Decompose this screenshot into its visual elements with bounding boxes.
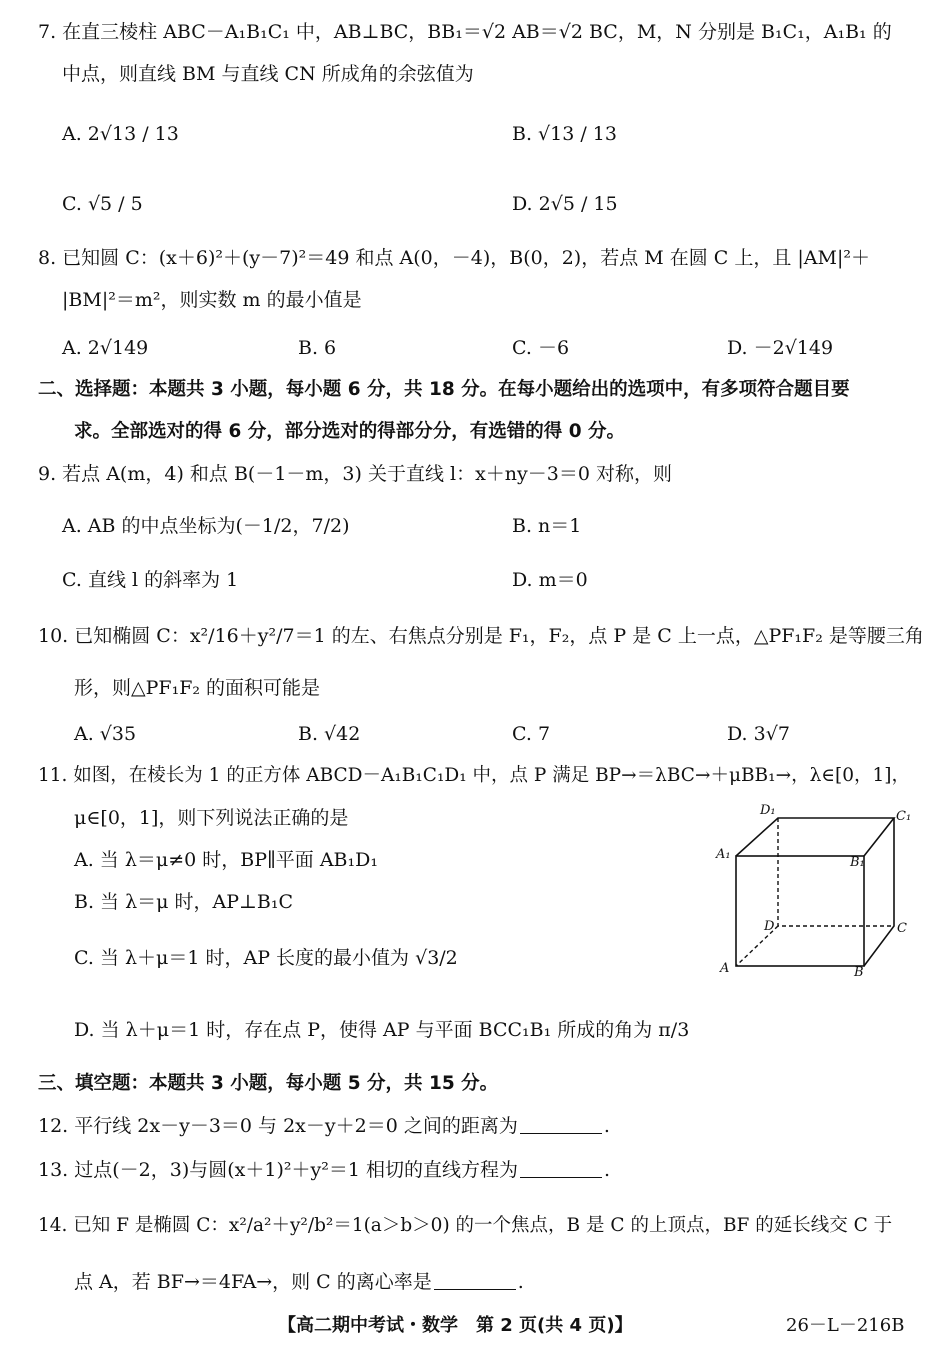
- cube-hidden-edges: [736, 818, 894, 966]
- q7-stem-line2: 中点，则直线 BM 与直线 CN 所成角的余弦值为: [62, 63, 474, 85]
- q11-option-d: D. 当 λ＋μ＝1 时，存在点 P，使得 AP 与平面 BCC₁B₁ 所成的角为 π/3: [74, 1019, 690, 1041]
- label-d1: D₁: [760, 803, 776, 818]
- section2-header-line2: 求。全部选对的得 6 分，部分选对的得部分分，有选错的得 0 分。: [74, 421, 626, 442]
- q10-stem-line1: 10. 已知椭圆 C：x²/16＋y²/7＝1 的左、右焦点分别是 F₁，F₂，点 P 是 C 上一点，△PF₁F₂ 是等腰三角: [38, 625, 924, 647]
- q13-answer-blank[interactable]: [520, 1159, 602, 1178]
- q9-option-a: A. AB 的中点坐标为(－1/2，7/2): [62, 515, 350, 537]
- q12-stem: [38, 1112, 610, 1140]
- q8-stem-line1: 8. 已知圆 C：(x＋6)²＋(y－7)²＝49 和点 A(0，－4)，B(0，2)，若点 M 在圆 C 上，且 |AM|²＋: [38, 247, 870, 269]
- label-b1: B₁: [850, 855, 865, 870]
- q14-stem-line2: [74, 1268, 524, 1296]
- q7-option-a: A. 2√13 / 13: [62, 123, 179, 145]
- q12-answer-blank[interactable]: [520, 1115, 602, 1134]
- q14-text: 点 A，若 BF→＝4FA→，则 C 的离心率是: [74, 1271, 432, 1293]
- cube-figure: [710, 800, 912, 980]
- q10-option-d: D. 3√7: [727, 723, 790, 745]
- label-d: D: [764, 919, 775, 934]
- page-footer: 【高二期中考试・数学 第 2 页(共 4 页)】: [278, 1315, 633, 1336]
- q13-period: .: [603, 1159, 611, 1181]
- q8-option-b: B. 6: [298, 337, 337, 359]
- q11-option-c: C. 当 λ＋μ＝1 时，AP 长度的最小值为 √3/2: [74, 947, 458, 969]
- q14-stem-line1: 14. 已知 F 是椭圆 C：x²/a²＋y²/b²＝1(a＞b＞0) 的一个焦点，B 是 C 的上顶点，BF 的延长线交 C 于: [38, 1215, 893, 1236]
- q8-option-a: A. 2√149: [62, 337, 149, 359]
- q8-option-d: D. －2√149: [727, 337, 834, 359]
- q8-option-c: C. －6: [512, 337, 570, 359]
- q8-stem-line2: |BM|²＝m²，则实数 m 的最小值是: [62, 289, 362, 311]
- label-b: B: [854, 965, 864, 980]
- q10-option-c: C. 7: [512, 723, 551, 745]
- label-a: A: [720, 961, 730, 976]
- q9-option-c: C. 直线 l 的斜率为 1: [62, 569, 239, 591]
- section2-header-line1: 二、选择题：本题共 3 小题，每小题 6 分，共 18 分。在每小题给出的选项中，有多项符合题目要: [38, 379, 850, 400]
- exam-code: 26－L－216B: [786, 1315, 905, 1336]
- q11-stem-line2: μ∈[0，1]，则下列说法正确的是: [74, 807, 349, 829]
- q9-option-b: B. n＝1: [512, 515, 582, 537]
- q12-text: 12. 平行线 2x－y－3＝0 与 2x－y＋2＝0 之间的距离为: [38, 1115, 518, 1137]
- q7-option-d: D. 2√5 / 15: [512, 193, 618, 215]
- cube-front-face: [736, 856, 864, 966]
- q10-stem-line2: 形，则△PF₁F₂ 的面积可能是: [74, 677, 321, 699]
- q10-option-b: B. √42: [298, 723, 361, 745]
- q7-option-c: C. √5 / 5: [62, 193, 143, 215]
- q13-stem: [38, 1156, 610, 1184]
- q14-period: .: [517, 1271, 524, 1293]
- q11-option-b: B. 当 λ＝μ 时，AP⊥B₁C: [74, 891, 294, 913]
- q13-text: 13. 过点(－2，3)与圆(x＋1)²＋y²＝1 相切的直线方程为: [38, 1159, 518, 1181]
- q7-option-b: B. √13 / 13: [512, 123, 617, 145]
- q11-option-a: A. 当 λ＝μ≠0 时，BP∥平面 AB₁D₁: [74, 849, 378, 871]
- q10-option-a: A. √35: [74, 723, 137, 745]
- q7-stem-line1: 7. 在直三棱柱 ABC－A₁B₁C₁ 中，AB⊥BC，BB₁＝√2 AB＝√2 BC，M，N 分别是 B₁C₁，A₁B₁ 的: [38, 21, 892, 43]
- label-a1: A₁: [716, 847, 731, 862]
- cube-right-edges: [864, 818, 894, 966]
- q14-answer-blank[interactable]: [434, 1271, 516, 1290]
- label-c1: C₁: [896, 809, 912, 824]
- q11-stem-line1: 11. 如图，在棱长为 1 的正方体 ABCD－A₁B₁C₁D₁ 中，点 P 满足 BP→＝λBC→＋μBB₁→，λ∈[0，1]，: [38, 765, 910, 786]
- q12-period: .: [603, 1115, 610, 1137]
- section3-header: 三、填空题：本题共 3 小题，每小题 5 分，共 15 分。: [38, 1073, 499, 1094]
- label-c: C: [897, 921, 907, 936]
- q9-stem: 9. 若点 A(m，4) 和点 B(－1－m，3) 关于直线 l：x＋ny－3＝0 对称，则: [38, 463, 672, 485]
- cube-top-face: [736, 818, 894, 856]
- q9-option-d: D. m＝0: [512, 569, 588, 591]
